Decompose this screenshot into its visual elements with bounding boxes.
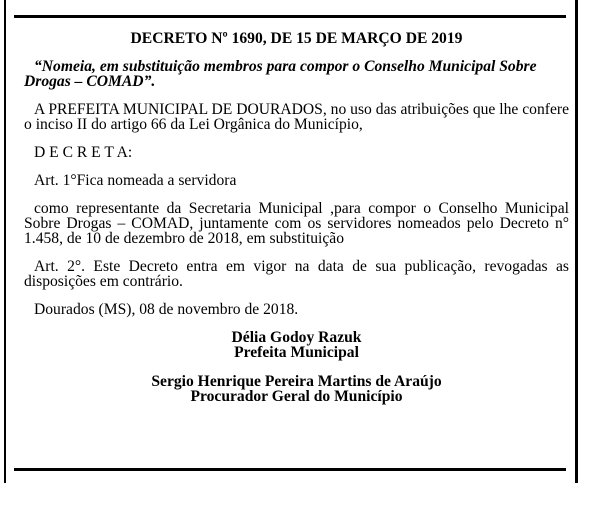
signature-name: Sergio Henrique Pereira Martins de Araújo xyxy=(151,373,442,390)
decree-summary: “Nomeia, em substituição membros para compor o Conselho Municipal Sobre Drogas – COMAD”. xyxy=(24,58,537,90)
top-rule xyxy=(14,15,566,18)
signature-role: Procurador Geral do Município xyxy=(190,388,403,405)
decreta-heading xyxy=(24,145,569,160)
decree-document xyxy=(24,31,569,418)
signature-attorney xyxy=(24,374,569,404)
signature-name: Délia Godoy Razuk xyxy=(231,329,362,346)
decree-preamble: A PREFEITA MUNICIPAL DE DOURADOS, no uso das atribuições que lhe confere o inciso II do artigo 66 da Lei Orgânica do Município, xyxy=(24,101,569,133)
article-2: Art. 2°. Este Decreto entra em vigor na data de sua publicação, revogadas as disposições em contrário. xyxy=(24,258,569,290)
bottom-rule xyxy=(14,468,566,471)
page-border-left xyxy=(4,0,6,483)
article-1: Art. 1°Fica nomeada a servidora xyxy=(34,172,237,189)
article-1-continued: como representante da Secretaria Municipal ,para compor o Conselho Municipal Sobre Drogas – COMAD, juntamente com os servidores nomeados pelo Decreto n° 1.458, de 10 de dezembro de 2018, em substituição xyxy=(24,200,569,247)
signature-role: Prefeita Municipal xyxy=(234,344,359,361)
page-border-right xyxy=(575,0,578,483)
decreta-text: D E C R E T A: xyxy=(34,144,133,161)
decree-title: DECRETO Nº 1690, DE 15 DE MARÇO DE 2019 xyxy=(130,30,463,47)
signature-mayor xyxy=(24,330,569,360)
place-date: Dourados (MS), 08 de novembro de 2018. xyxy=(34,301,299,318)
